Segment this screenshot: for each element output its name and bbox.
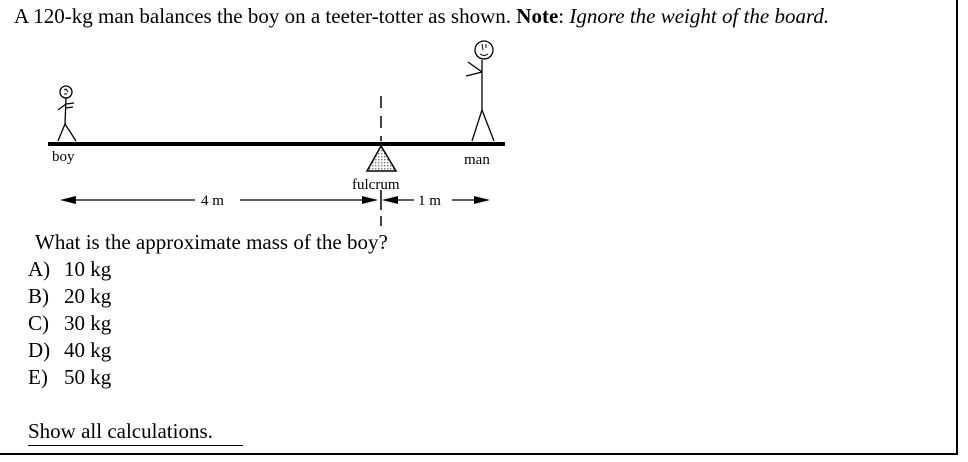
calculations-prompt: Show all calculations. [28,419,213,443]
problem-statement: A 120-kg man balances the boy on a teeter-totter as shown. Note: Ignore the weight of the board. [14,4,830,28]
boy-figure [58,86,76,141]
arrow-left-icon [60,196,76,204]
problem-intro: A 120-kg man balances the boy on a teeter-totter as shown. [14,4,512,28]
question-text: What is the approximate mass of the boy? [35,230,388,254]
man-figure [466,41,494,141]
choice-b[interactable]: B) 20 kg [28,284,112,308]
note-text: Ignore the weight of the board. [569,4,830,28]
answer-underline [28,445,243,446]
choice-c[interactable]: C) 30 kg [28,311,112,335]
fulcrum-triangle [367,146,396,171]
arrow-right-icon [362,196,378,204]
left-distance-label: 4 m [201,193,224,209]
right-distance-label: 1 m [418,193,441,209]
choice-e[interactable]: E) 50 kg [28,365,112,389]
note-label: Note [516,4,559,28]
fulcrum-label: fulcrum [352,177,400,193]
arrow-left-icon [382,196,398,204]
choice-a[interactable]: A) 10 kg [28,257,112,281]
arrow-right-icon [474,196,490,204]
man-label: man [464,152,490,168]
answer-choices [28,256,111,391]
choice-d[interactable]: D) 40 kg [28,338,112,362]
boy-label: boy [52,149,75,165]
